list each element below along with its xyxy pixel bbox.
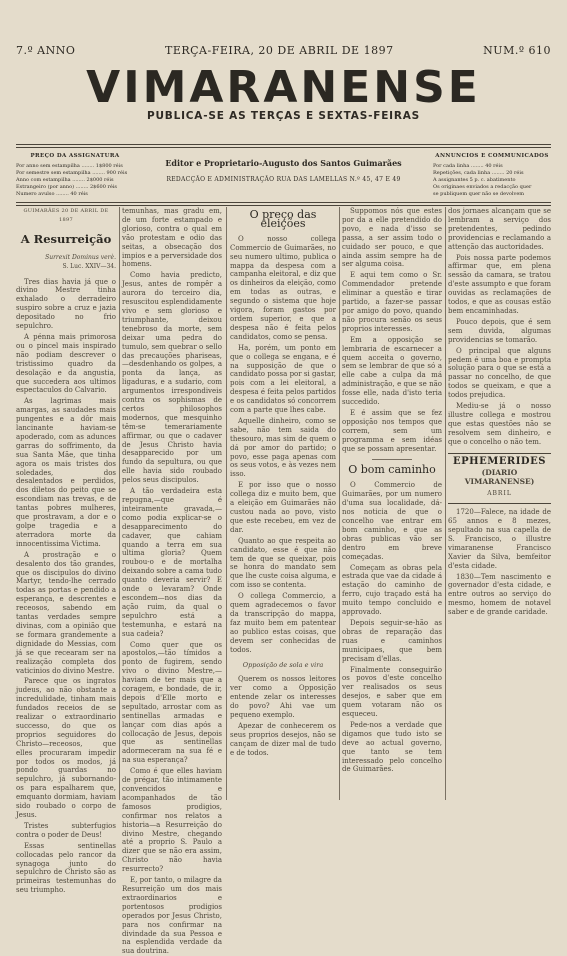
article-columns <box>16 207 551 956</box>
paragraph: Como quer que os apostolos,—tão tímidos a ponto de fugirem, sendo vivo o divino Mestre,—haviam de ter mais que a coragem, e bondade, de ir, depois d'Elle morto e sepultado, arrostar com as sentinellas armadas e lançar com dias após a collocação de Jesus, depois que as sentinellas adormeceram na sua fé e na sua esperança? <box>122 640 222 765</box>
paragraph: Parece que os ingratos judeus, ao não obstante a incredulidade, tinham mais fundados receios de se realizar o extraordinario successo, do que os proprios seguidores do Christo—receosos, que elles procuraram impedir por todos os modos, já pondo guardas no sepulchro, já subornando-os para espalharem que, emquanto dormiam, haviam sido roubado o corpo de Jesus. <box>16 677 116 819</box>
advert-line: Repetições, cada linha ........ 20 réis <box>433 170 524 176</box>
paragraph: Começam as obras pela estrada que vae da cidade á estação do caminho de ferro, cujo traçado está ha muito tempo concluido e approvado. <box>342 563 442 617</box>
paragraph: Pouco depois, que é sem sem duvida, algumas providencias se tomarão. <box>448 317 551 344</box>
subscription-line: Estrangeiro (por anno) ........ 2$600 réis <box>16 184 117 190</box>
paragraph: 1720—Falece, na idade de 65 annos e 8 mezes, sepultado na sua capella de S. Francisco, o illustre vimaranense Francisco Xavier da Silva, bemfeitor d'esta cidade. <box>448 508 551 570</box>
paragraph: O Commercio de Guimarães, por um numero d'uma sua localidade, dá-nos noticia de que o concelho vae entrar em bom caminho, e que as obras publicas vão ser dentro em breve começadas. <box>342 481 442 561</box>
paragraph: Tres dias havia já que o divino Mestre tinha exhalado o derradeiro suspiro sobre a cruz e jazia depositado no frio sepulchro. <box>16 277 116 331</box>
paragraph: As lagrimas mais amargas, as saudades mais pungentes e a dôr mais lancinante haviam-se apoderado, com as adunces garras do soffrimento, da sua Santa Mãe, que tinha agora os mais tristes dos soledades, dos desalentados e perdidos, dos diletos do peito que se escondiam nas trevas, e de tantas pobres mulheres, que prostravam, a dor e o golpe tragedia e a aterradora morte da innocentissima Victima. <box>16 397 116 548</box>
subscription-prices <box>16 153 134 198</box>
paragraph: Suppomos nós que estes por da a elle pretendido do povo, e nada d'isso se passa, a ser assim todo o cuidado ser pouco, e que ainda assim sempre ha de ser alguma coisa. <box>342 207 442 269</box>
paragraph: A prostração e o desalento dos tão grandes, que os discipulos do divino Martyr, tendo-lhe cerrado todas as portas e pendido a esperança, e descrentes e receosos, sabendo em tantas verdades sempre divinas, com a opinião que se formara grandemente a dignidade do Messias, com já se que recearam ser na realização completa dos vaticinios do divino Mestre. <box>16 550 116 675</box>
article-heading-bom-caminho: O bom caminho <box>348 463 436 477</box>
paragraph: Como é que elles haviam de prégar, tão intimamente convencidos e acompanhados de tão famosos prodigios, confirmar nos relatos a historia—a Resurreição do divino Mestre, chegando até a proprio S. Paulo a dizer que se não era assim, Christo não havia resurrecto? <box>122 767 222 874</box>
column-2 <box>122 207 222 956</box>
subscription-title: PREÇO DA ASSIGNATURA <box>30 153 120 159</box>
paragraph: O nosso collega Commercio de Guimarães, no seu numero ultimo, publica o mappa da despesa com a campanha eleitoral, e diz que os dinheiros da eleição, como em todas as outras, e segundo o sistema que hoje vigora, foram gastos por ordem superior, e que a despesa não é feita pelos candidatos, como se pensa. <box>230 234 336 341</box>
paragraph: Depois seguir-se-hão as obras de reparação das ruas e caminhos municipaes, que bem precisam d'ellas. <box>342 618 442 663</box>
ephemerides-header <box>448 453 551 505</box>
epigraph-reference: S. Luc. XXIV—34. <box>62 262 116 270</box>
epigraph: Surrexit Dominus verè. <box>45 253 116 261</box>
paragraph: E por isso que o nosso collega diz e muito bem, que a eleição em Guimarães não custou nada ao povo, visto que este recebeu, em vez de dar. <box>230 481 336 534</box>
ephemerides-month: ABRIL <box>487 490 512 498</box>
subheading-opposicao: Opposição de sola e vira <box>242 660 324 669</box>
masthead-subtitle: PUBLICA-SE AS TERÇAS E SEXTAS-FEIRAS <box>146 110 421 122</box>
paragraph: O collega Commercio, a quem agradecemos o favor da transcripção do mappa, faz muito bem em patentear ao publico estas coisas, que devem ser conhecidas de todos. <box>230 592 336 654</box>
paragraph: temunhas, mas gradu em, de um forte estampado e glorioso, contra o qual em vão protestam e odio das seitas, a obsecação dos impios e a perversidade dos homens. <box>122 207 222 269</box>
paragraph: Como havia predicto, Jesus, antes de rompêr a aurora do terceiro dia, resuscitou esplendidamente vivo e sem glorioso e triumphante, deixou tenebroso da morte, sem deixar uma pedra do tumulo, sem quebrar o sello das precauções phariseas,—desdenhando os golpes, a ponta da lança, as ligaduras, e a sudario, com argumentos irrespondiveis contra os sophismas de certos philosophos modernos, que mesquinho têm-se temerariamente affirmar, ou que o cadaver de Jesus Christo havia desapparecido por um fundo da sepultura, ou que elle havia sido roubado pelos seus discipulos. <box>122 271 222 485</box>
paragraph: E aqui tem como o Sr. Commendador pretende eliminar a questão e tirar partido, a fazer-se passar por amigo do povo, quando não procura senão os seus proprios interesses. <box>342 271 442 333</box>
paragraph: Tristes subterfugios contra o poder de Deus! <box>16 821 116 839</box>
subscription-line: Por anno sem estampilha ........ 1$800 réis <box>16 163 123 169</box>
column-3 <box>230 207 336 800</box>
advert-line: se publiquem quer não se devolvem <box>433 191 525 197</box>
info-rule-top <box>16 202 551 203</box>
editor-line: Editor e Proprietario-Augusto dos Santos Guimarães <box>165 158 402 168</box>
subscription-line: Por semestre sem estampilha ........ 900 réis <box>16 170 128 176</box>
article-heading-preco-eleicoes: O preço das eleições <box>249 208 317 230</box>
paragraph: A pénna mais primorosa ou o pincel mais inspirado não podiam descrever o tristissimo quadro da desolação e da angustia, que succedera aos ultimos espectaculos do Calvario. <box>16 332 116 395</box>
column-5 <box>448 207 551 800</box>
issue-year: 7.º ANNO <box>16 44 76 57</box>
paragraph: Ha, porém, um ponto em que o collega se engana, e é na supposição de que o candidato possa por si gastar, pois com a lei eleitoral, a despesa é feita pelos partidos e os candidatos só concorrem com a parte que lhes cabe. <box>230 343 336 415</box>
column-1 <box>16 207 116 895</box>
advert-line: A assignantes 5 p. c. abatimento <box>433 177 516 183</box>
paragraph: Mediu-se já o nosso illustre collega e mostrou que estas questões não se resolvem sem dinheiro, e que o concelho o não tem. <box>448 402 551 446</box>
paragraph: Aquelle dinheiro, como se sabe, não tem saida do thesouro, mas sim de quem o dá por amor do partido; o povo, esse paga apenas com os seus votos, e às vezes nem isso. <box>230 416 336 479</box>
advert-line: Por cada linha ........ 40 réis <box>433 163 503 169</box>
paragraph: Apezar de conhecerem os seus proprios desejos, não se cançam de dizer mal de tudo e de todos. <box>230 721 336 757</box>
paragraph: E, por tanto, o milagre da Resurreição um dos mais extraordinarios e portentosos prodigios operados por Jesus Christo, para nos confirmar na divindade da sua Pessoa e na esplendida verdade da sua doutrina. <box>122 876 222 956</box>
paragraph: Essas sentinellas collocadas pelo rancor da synagoga junto do sepulchro de Christo são as primeiras testemunhas do seu triumpho. <box>16 841 116 895</box>
masthead-rule-bottom <box>16 147 551 148</box>
paragraph: A tão verdadeira esta repugna,—que é inteiramente gravada,—como podia explicar-se o desapparecimento do cadaver, que cahiam quando a terra em sua ultima gloria? Quem roubou-o e de mortalha deixando sobre a cama tudo quanto deveria servir? E onde o levaram? Onde escondem—nos dias da ação ruim, da qual o sepulchro está a testemunha, e estará na sua cadeia? <box>122 487 222 638</box>
paragraph: Finalmente conseguirão os povos d'este concelho ver realisados os seus desejos, e saber que em quem votaram não os esqueceu. <box>342 665 442 719</box>
issue-number: NUM.º 610 <box>483 44 551 57</box>
issue-date: TERÇA-FEIRA, 20 DE ABRIL DE 1897 <box>164 44 394 57</box>
redaccao-line: REDACÇÃO E ADMINISTRAÇÃO RUA DAS LAMELLAS N.º 45, 47 E 49 <box>166 176 401 183</box>
paragraph: 1830—Tem nascimento e governador d'esta cidade, e entre outros ao serviço do mesmo, homem de notavel saber e de grande caridade. <box>448 572 551 617</box>
paragraph: dos jornaes alcançam que se lembram a serviço dos pretendentes, pedindo providencias e reclamando a attenção das auctoridades. <box>448 207 551 251</box>
article-heading-resurreicao: A Resurreição <box>20 231 112 246</box>
advert-title: ANNUNCIOS E COMMUNICADOS <box>435 153 549 159</box>
masthead-rule-top <box>16 144 551 145</box>
subscription-line: Numero avulso ........ 40 réis <box>16 191 88 197</box>
subscription-line: Anno com estampilha ........ 2$000 réis <box>16 177 114 183</box>
advert-line: Os originaes enviados a redacção quer <box>433 184 532 190</box>
paragraph: Querem os nossos leitores ver como a Opposição entende zelar os interesses do povo? Ahi vae um pequeno exemplo. <box>230 675 336 720</box>
editor-block <box>140 158 427 183</box>
paragraph: E é assim que se fez opposição nos tempos que correm, sem um programma e sem idéas que se possam apresentar. <box>342 408 442 453</box>
masthead-title: VIMARANENSE <box>86 62 481 113</box>
info-rule-bottom <box>16 205 551 206</box>
ephemerides-subtitle: (DIARIO VIMARANENSE) <box>464 468 535 487</box>
ephemerides-title: EPHEMERIDES <box>453 455 546 467</box>
dateline: GUIMARÃES 20 DE ABRIL DE 1897 <box>23 208 109 223</box>
issue-line <box>16 44 551 57</box>
paragraph: Quanto ao que respeita ao candidato, esse é que não tem de que se queixar, pois se honra do mandato sem que lhe custe coisa alguma, e com isso se contenta. <box>230 536 336 590</box>
column-4 <box>342 207 442 800</box>
paragraph: Em a opposição se lembraria de escarnecer a quem acceita o governo, sem se lembrar de que só a elle cabe a culpa da má administração, e que se não fosse elle, nada d'isto teria succedido. <box>342 335 442 407</box>
paragraph: Pois nossa parte podemos affirmar que, em plena sessão da camara, se tratou d'este assumpto e que foram ouvidas as reclamações de todos, e que as cousas estão bem encaminhadas. <box>448 253 551 315</box>
paragraph: Pede-nos a verdade que digamos que tudo isto se deve ao actual governo, que tanto se tem interessado pelo concelho de Guimarães. <box>342 720 442 774</box>
paragraph: O principal que alguns pedem é uma boa e prompta solução para o que se está a passar no concelho, de que todos se queixam, e que a todos prejudica. <box>448 346 551 400</box>
section-separator <box>372 459 412 460</box>
advert-prices <box>433 153 551 198</box>
